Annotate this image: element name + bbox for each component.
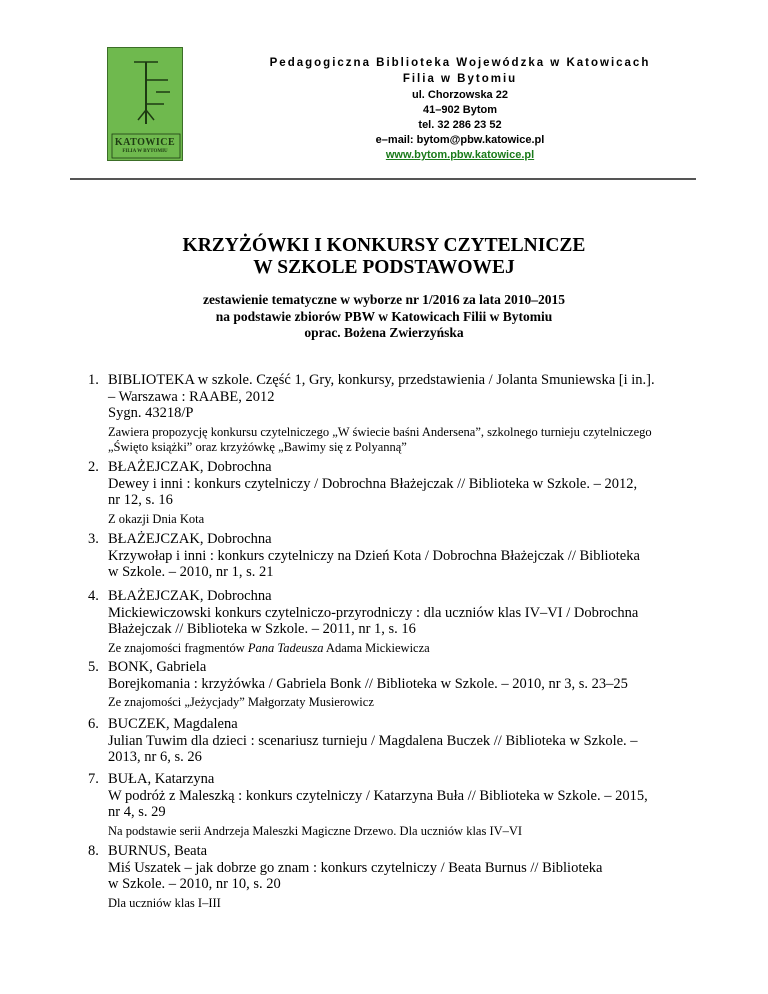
document-title (0, 235, 768, 279)
entry-line: W podróż z Maleszką : konkurs czytelniczy / Katarzyna Buła // Biblioteka w Szkole. – 2015, (108, 787, 648, 804)
entry-line: Mickiewiczowski konkurs czytelniczo-przyrodniczy : dla uczniów klas IV–VI / Dobrochna (108, 604, 639, 621)
entry-line: – Warszawa : RAABE, 2012 (108, 388, 275, 405)
note-italic-title: Pana Tadeusza (247, 640, 324, 655)
entry-line: Julian Tuwim dla dzieci : scenariusz turnieju / Magdalena Buczek // Biblioteka w Szkole. – (108, 732, 638, 749)
entry-line: nr 12, s. 16 (108, 492, 173, 508)
title-line-2: W SZKOLE PODSTAWOWEJ (253, 257, 515, 278)
entry-line: w Szkole. – 2010, nr 10, s. 20 (108, 876, 281, 892)
entry-line: Dewey i inni : konkurs czytelniczy / Dobrochna Błażejczak // Biblioteka w Szkole. – 2012, (108, 475, 638, 492)
subtitle-line-1: zestawienie tematyczne w wyborze nr 1/2016 za lata 2010–2015 (203, 292, 565, 307)
entry-note (108, 641, 693, 656)
header-divider (70, 178, 696, 180)
entry-number: 6. (88, 716, 99, 732)
subtitle-line-2: na podstawie zbiorów PBW w Katowicach Filii w Bytomiu (215, 308, 553, 324)
title-line-1: KRZYŻÓWKI I KONKURSY CZYTELNICZE (182, 235, 586, 256)
note-text: Adama Mickiewicza (323, 640, 430, 655)
logo-text-city: KATOWICE (114, 137, 176, 148)
website-link[interactable]: www.bytom.pbw.katowice.pl (385, 149, 535, 161)
entry-line: BONK, Gabriela (108, 659, 207, 675)
institution-name: Pedagogiczna Biblioteka Wojewódzka w Katowicach (269, 57, 651, 69)
entry-number: 1. (88, 372, 99, 388)
entry-line: BŁAŻEJCZAK, Dobrochna (108, 459, 272, 475)
library-logo (107, 47, 183, 161)
phone: tel. 32 286 23 52 (418, 119, 502, 131)
entry-number: 5. (88, 659, 99, 675)
entry-line: BIBLIOTEKA w szkole. Część 1, Gry, konkursy, przedstawienia / Jolanta Smuniewska [i in.]. (108, 372, 655, 388)
entry-line: Miś Uszatek – jak dobrze go znam : konkurs czytelniczy / Beata Burnus // Biblioteka (108, 859, 603, 876)
entry-line: nr 4, s. 29 (108, 804, 166, 820)
subtitle-line-3: oprac. Bożena Zwierzyńska (304, 325, 464, 340)
note-text: Ze znajomości fragmentów (108, 640, 248, 655)
address: ul. Chorzowska 22 (412, 89, 508, 101)
entry-number: 7. (88, 771, 99, 787)
entry-note: Na podstawie serii Andrzeja Maleszki Magiczne Drzewo. Dla uczniów klas IV–VI (108, 823, 523, 838)
logo-text-branch: FILIA W BYTOMIU (122, 149, 168, 154)
entry-note: Ze znajomości „Jeżycjady” Małgorzaty Musierowicz (108, 695, 374, 709)
entry-note: Zawiera propozycję konkursu czytelniczego „W świecie baśni Andersena”, szkolnego turnieju czytelniczego „Święto książki” oraz krzyżówkę „Bawimy się z Polyanną” (108, 424, 652, 454)
entry-line: Błażejczak // Biblioteka w Szkole. – 2011, nr 1, s. 16 (108, 621, 416, 637)
entry-line: BŁAŻEJCZAK, Dobrochna (108, 531, 272, 547)
entry-line: Krzywołap i inni : konkurs czytelniczy na Dzień Kota / Dobrochna Błażejczak // Biblioteka (108, 547, 640, 564)
entry-line: 2013, nr 6, s. 26 (108, 749, 202, 765)
entry-number: 4. (88, 588, 99, 604)
entry-number: 8. (88, 843, 99, 859)
entry-note: Z okazji Dnia Kota (108, 511, 205, 526)
entry-line: BURNUS, Beata (108, 843, 208, 859)
email: e–mail: bytom@pbw.katowice.pl (375, 134, 545, 146)
branch-name: Filia w Bytomiu (402, 73, 518, 85)
entry-line: Sygn. 43218/P (108, 405, 194, 421)
entry-line: w Szkole. – 2010, nr 1, s. 21 (108, 564, 274, 580)
postal-code: 41–902 Bytom (423, 104, 497, 116)
document-subtitle (0, 292, 768, 342)
entry-line: Borejkomania : krzyżówka / Gabriela Bonk // Biblioteka w Szkole. – 2010, nr 3, s. 23–25 (108, 675, 628, 692)
letterhead (240, 57, 680, 163)
entry-note: Dla uczniów klas I–III (108, 895, 221, 910)
entry-line: BUCZEK, Magdalena (108, 716, 238, 732)
entry-number: 2. (88, 459, 99, 475)
entry-line: BŁAŻEJCZAK, Dobrochna (108, 588, 272, 604)
entry-line: BUŁA, Katarzyna (108, 771, 215, 787)
entry-number: 3. (88, 531, 99, 547)
